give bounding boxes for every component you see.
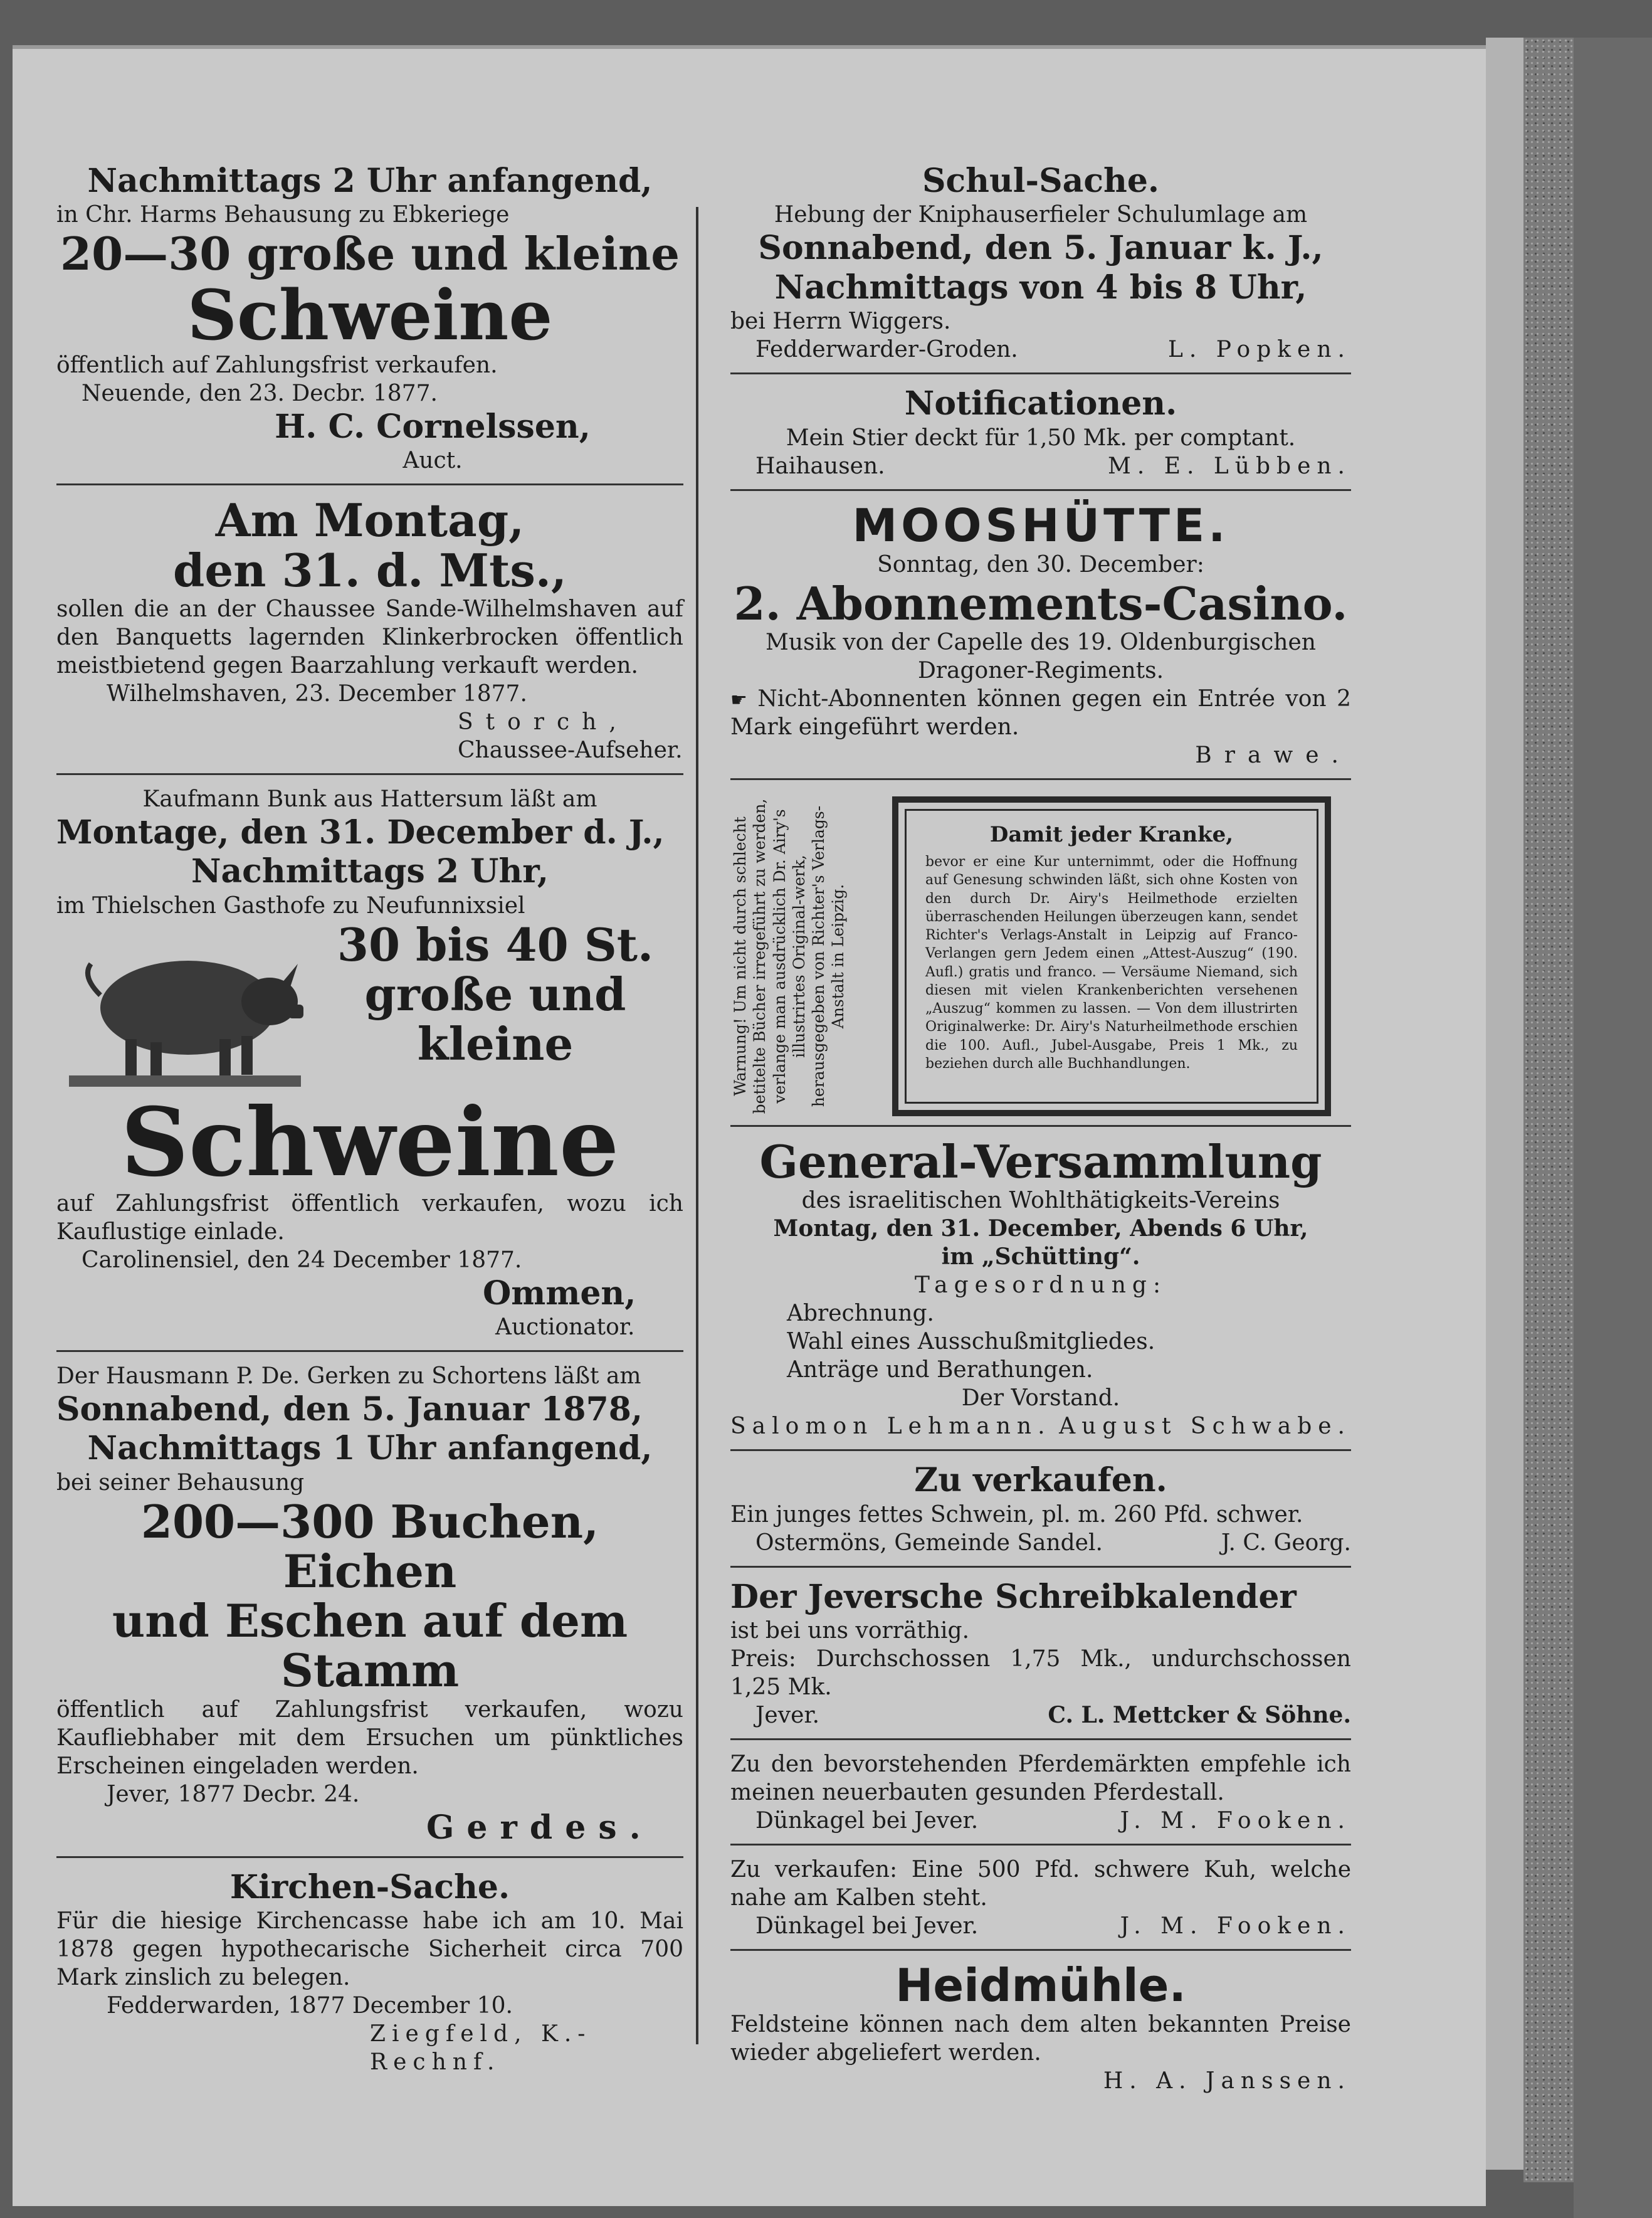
ad-notifications: [730, 379, 1351, 490]
ad-trees-schortens: [56, 1357, 683, 1858]
warning-vertical: [730, 796, 881, 1116]
right-column: [730, 157, 1351, 2109]
ad-heading: Notificationen.: [904, 384, 1177, 423]
ad-pig-sale: [730, 1456, 1351, 1567]
ad-subheading: Tagesordnung:: [914, 1272, 1167, 1299]
ad-heading: 200—300 Buchen, Eichen: [140, 1494, 599, 1598]
ad-signature: Storch,: [458, 709, 629, 735]
ad-heading: große und: [364, 967, 626, 1021]
ad-place: Ostermöns, Gemeinde Sandel.: [755, 1529, 1103, 1556]
ad-monday-sale: [56, 490, 683, 774]
ad-heading: 20—30 große und kleine: [60, 227, 680, 281]
ad-text: Nicht-Abonnenten können gegen ein Entrée von 2 Mark eingeführt werden.: [730, 685, 1351, 740]
page-edge: [1486, 38, 1523, 2170]
ad-signature-title: Auctionator.: [495, 1314, 635, 1341]
ad-signature-title: Auct.: [402, 448, 463, 474]
ad-line: Kaufmann Bunk aus Hattersum läßt am: [142, 786, 597, 812]
ad-church: [56, 1863, 683, 2085]
ad-heading: Am Montag,: [215, 494, 525, 547]
ad-line: Sonntag, den 30. December:: [877, 551, 1204, 578]
ad-heading: Kirchen-Sache.: [229, 1867, 510, 1906]
ad-signature: J. C. Georg.: [1221, 1529, 1351, 1556]
ad-signature: Brawe.: [1195, 742, 1351, 768]
ad-line: im „Schütting“.: [941, 1244, 1140, 1270]
ad-line: bei seiner Behausung: [56, 1469, 305, 1496]
ad-signature: J. M. Fooken.: [1120, 1807, 1351, 1834]
ad-heading: Stamm: [280, 1644, 460, 1698]
ad-body: Ein junges fettes Schwein, pl. m. 260 Pfd. schwer.: [730, 1501, 1303, 1528]
ad-signature: Ziegfeld, K.-Rechnf.: [370, 2021, 592, 2076]
ad-signature: H. C. Cornelssen,: [275, 408, 591, 446]
ad-body: Zu verkaufen: Eine 500 Pfd. schwere Kuh, welche nahe am Kalben steht.: [730, 1856, 1351, 1911]
ad-body: sollen die an der Chaussee Sande-Wilhelmshaven auf den Banquetts lagernden Klinkerbrocken öffentlich meistbietend gegen Baarzahlung verkauft werden.: [56, 596, 683, 679]
notice-title: Damit jeder Kranke,: [989, 821, 1234, 847]
ad-line: des israelitischen Wohlthätigkeits-Vereins: [801, 1188, 1280, 1214]
framed-notice-inner: [905, 809, 1318, 1104]
ad-date: Wilhelmshaven, 23. December 1877.: [107, 680, 527, 707]
ad-heidmuehle: [730, 1956, 1351, 2104]
agenda-item: Abrechnung.: [787, 1301, 934, 1327]
marbled-book-edge: [1523, 38, 1574, 2182]
ad-body: [730, 685, 1351, 741]
ad-airy-notice: [730, 785, 1351, 1127]
ad-line: Hebung der Kniphauserfieler Schulumlage am: [774, 202, 1308, 228]
ad-line: im Thielschen Gasthofe zu Neufunnixsiel: [56, 892, 525, 919]
ad-pigs-ebkeriege: [56, 157, 683, 485]
ad-footer: [730, 335, 1351, 364]
ad-heading: Sonnabend, den 5. Januar k. J.,: [758, 229, 1323, 268]
ad-heading: Nachmittags 2 Uhr anfangend,: [87, 162, 653, 200]
column-divider: [696, 207, 698, 2044]
pig-icon: [56, 920, 307, 1096]
ad-footer: [730, 1807, 1351, 1835]
ad-heading: Nachmittags 2 Uhr,: [191, 852, 549, 891]
ad-heading: und Eschen auf dem: [112, 1594, 628, 1648]
ad-signature: H. A. Janssen.: [1103, 2068, 1351, 2094]
ad-place: Fedderwarder-Groden.: [755, 337, 1018, 363]
ad-general-assembly: [730, 1132, 1351, 1451]
notice-body: bevor er eine Kur unternimmt, oder die Hoffnung auf Genesung schwinden läßt, sich ohne Kosten von den durch Dr. Airy's Heilmethode erzielten überraschenden Heilungen überzeugen kann, sendet Richter's Verlags-Anstalt in Leipzig auf Franco-Verlangen gern Jedem einen „Attest-Auszug“ (190. Aufl.) gratis und franco. — Versäume Niemand, sich diesen mit vielen Krankenberichten versehenen „Auszug“ kommen zu lassen. — Von dem illustrirten Originalwerke: Dr. Airy's Naturheilmethode erschien die 100. Aufl., Jubel-Ausgabe, Preis 1 Mk., zu beziehen durch alle Buchhandlungen.: [925, 854, 1298, 1072]
framed-notice: [892, 796, 1331, 1116]
ad-signature: C. L. Mettcker & Söhne.: [1048, 1701, 1351, 1728]
ad-body: Preis: Durchschossen 1,75 Mk., undurchschossen 1,25 Mk.: [730, 1645, 1351, 1700]
ad-heading: Der Jeversche Schreibkalender: [730, 1577, 1297, 1616]
ad-heading: Schweine: [187, 274, 553, 356]
ad-heading: Zu verkaufen.: [914, 1461, 1167, 1500]
ad-line: Montag, den 31. December, Abends 6 Uhr,: [773, 1215, 1308, 1242]
ad-school: [730, 157, 1351, 374]
ad-body: Für die hiesige Kirchencasse habe ich am 10. Mai 1878 gegen hypothecarische Sicherheit circa 700 Mark zinslich zu belegen.: [56, 1908, 683, 1991]
notice-block: [730, 796, 1351, 1116]
ad-line: Der Hausmann P. De. Gerken zu Schortens läßt am: [56, 1363, 641, 1390]
ad-heading: Heidmühle.: [895, 1958, 1186, 2012]
ad-heading: kleine: [417, 1017, 574, 1070]
ad-line: bei Herrn Wiggers.: [730, 309, 951, 335]
ad-heading: General-Versammlung: [759, 1134, 1322, 1188]
ad-signature: Gerdes.: [426, 1808, 653, 1847]
ad-pigs-neufunnixsiel: [56, 780, 683, 1352]
ad-horse-stable: [730, 1745, 1351, 1846]
ad-date: Jever, 1877 Decbr. 24.: [107, 1781, 360, 1807]
ad-signature-title: Der Vorstand.: [961, 1385, 1120, 1412]
ad-signature: L. Popken.: [1167, 337, 1351, 363]
pointing-hand-icon: ☛: [730, 689, 747, 711]
ad-date: Carolinensiel, den 24 December 1877.: [82, 1247, 522, 1273]
ad-line: in Chr. Harms Behausung zu Ebkeriege: [56, 202, 510, 228]
ad-body: Feldsteine können nach dem alten bekannten Preise wieder abgeliefert werden.: [730, 2012, 1351, 2066]
ad-signature: August Schwabe.: [1059, 1413, 1351, 1440]
ad-body: Zu den bevorstehenden Pferdemärkten empfehle ich meinen neuerbauten gesunden Pferdestall.: [730, 1751, 1351, 1805]
book-spine: [1574, 38, 1652, 2218]
ad-footer: [730, 1912, 1351, 1940]
ad-signature-title: Chaussee-Aufseher.: [458, 737, 683, 763]
ad-footer: [730, 1529, 1351, 1557]
ad-heading: 2. Abonnements-Casino.: [734, 576, 1348, 630]
ad-footer: [730, 452, 1351, 480]
ad-signature: M. E. Lübben.: [1107, 453, 1351, 479]
ad-line: ist bei uns vorräthig.: [730, 1617, 970, 1644]
ad-heading: Nachmittags von 4 bis 8 Uhr,: [774, 268, 1307, 307]
ad-heading: Nachmittags 1 Uhr anfangend,: [87, 1429, 653, 1468]
ad-signature: Salomon Lehmann.: [730, 1413, 1051, 1440]
ad-body: Musik von der Capelle des 19. Oldenburgischen Dragoner-Regiments.: [765, 629, 1316, 684]
ad-body: öffentlich auf Zahlungsfrist verkaufen, wozu Kaufliebhaber mit dem Ersuchen um pünktliches Erscheinen eingeladen werden.: [56, 1696, 683, 1779]
warning-text: Warnung! Um nicht durch schlecht betitelte Bücher irregeführt zu werden, verlange man ausdrücklich Dr. Airy's illustrirtes Original-werk, herausgegeben von Richter's Verlags-Anstalt in Leipzig.: [731, 798, 848, 1114]
ad-heading: Schul-Sache.: [922, 162, 1160, 200]
pig-text: [307, 917, 683, 1070]
ad-signature: J. M. Fooken.: [1120, 1913, 1351, 1939]
ad-place: Dünkagel bei Jever.: [755, 1807, 979, 1834]
ad-signature: Ommen,: [483, 1274, 636, 1312]
ad-date: Neuende, den 23. Decbr. 1877.: [82, 381, 438, 407]
ad-heading: Sonnabend, den 5. Januar 1878,: [56, 1390, 643, 1429]
ad-heading: 30 bis 40 St.: [337, 917, 654, 971]
left-column: [56, 157, 683, 2090]
ad-line: Mein Stier deckt für 1,50 Mk. per comptant.: [786, 425, 1296, 451]
ad-heading: den 31. d. Mts.,: [173, 543, 567, 597]
ad-place: Haihausen.: [755, 453, 885, 479]
ad-footer: [730, 1412, 1351, 1440]
ad-calendar: [730, 1573, 1351, 1740]
agenda-item: Wahl eines Ausschußmitgliedes.: [787, 1329, 1155, 1355]
ad-body: auf Zahlungsfrist öffentlich verkaufen, wozu ich Kauflustige einlade.: [56, 1190, 683, 1245]
ad-heading: Montage, den 31. December d. J.,: [56, 813, 665, 852]
agenda-item: Anträge und Berathungen.: [787, 1357, 1093, 1383]
ad-line: öffentlich auf Zahlungsfrist verkaufen.: [56, 352, 498, 379]
pig-block: [56, 917, 683, 1096]
ad-place: Dünkagel bei Jever.: [755, 1913, 979, 1939]
ad-place: Jever.: [755, 1702, 820, 1728]
ad-mooshuette: [730, 496, 1351, 780]
ad-heading: Schweine: [120, 1087, 619, 1198]
ad-heading: MOOSHÜTTE.: [852, 499, 1229, 552]
ad-date: Fedderwarden, 1877 December 10.: [107, 1993, 513, 2019]
ad-cow-sale: [730, 1851, 1351, 1951]
ad-footer: [730, 1701, 1351, 1730]
